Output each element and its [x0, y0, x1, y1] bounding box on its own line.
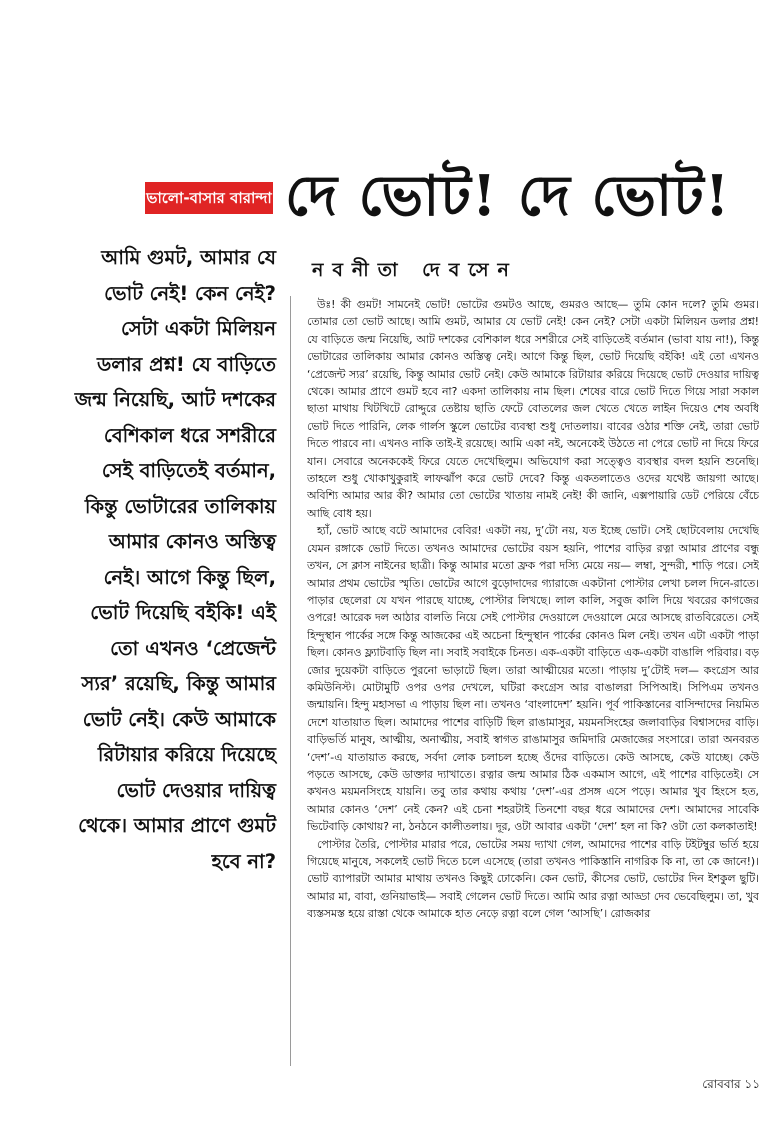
article-paragraph: উঃ! কী গুমট! সামনেই ভোট! ভোটের গুমটও আছে, গুমরও আছে— তুমি কোন দলে? তুমি গুমর। তোমার তো ভোট আছে। আমি গুমট, আমার যে ভোট নেই! কেন নেই? সেটা একটা মিলিয়ন ডলার প্রশ্ন! যে বাড়িতে জন্ম নিয়েছি, আট দশকের বেশিকাল ধরে সশরীরে সেই বাড়িতেই বর্তমান (ভাবা যায় না!), কিন্তু ভোটারের তালিকায় আমার কোনও অস্তিত্ব নেই। আগে কিন্তু ছিল, ভোট দিয়েছি বইকি! এই তো এখনও ‘প্রেজেন্ট স্যর’ রয়েছি, কিন্তু আমার ভোট নেই। কেউ আমাকে রিটায়ার করিয়ে দিয়েছে ভোট দেওয়ার দায়িত্ব থেকে। আমার প্রাণে গুমট হবে না? একদা তালিকায় নাম ছিল। শেষের বারে ভোট দিতে গিয়ে সারা সকাল ছাতা মাথায় খিটখিটে রোদ্দুরে তেষ্টায় ছাতি ফেটে বোতলের জল খেতে খেতে লাইন দিয়েও শেষ অবধি ভোট দিতে পারিনি, লেক গার্লস স্কুলে ভোটের ব্যবস্থা শুধু দোতলায়। বাবের ওঠার শক্তি নেই, তারা ভোট দিতে পারবে না। এখনও নাকি তাই-ই রয়েছে। আমি একা নই, অনেকেই উঠতে না পেরে ভোট না দিয়ে ফিরে যান। সেবারে অনেককেই ফিরে যেতে দেখেছিলুম। অভিযোগ করা সত্ত্বেও ব্যবস্থার বদল হয়নি শুনেছি। তাহলে শুধু খোকাখুকুরাই লাফঝাঁপ করে ভোট দেবে? কিন্তু একতলাতেও ওদের যথেষ্ট জায়গা আছে। অবিশ্যি আমার আর কী? আমার তো ভোটের খাতায় নামই নেই! কী জানি, এক্সপায়ারি ডেট পেরিয়ে বেঁচে আছি বোধ হয়। — [307, 298, 759, 520]
page-footer: রোববার ১১ — [702, 1077, 760, 1091]
article-paragraph: হ্যাঁ, ভোট আছে বটে আমাদের বেবির! একটা নয়, দু’টো নয়, যত ইচ্ছে ভোট। সেই ছোটবেলায় দেখেছি যেমন রঙ্গাকে ভোট দিতে। তখনও আমাদের ভোটের বয়স হয়নি, পাশের বাড়ির রত্না আমার প্রাণের বন্ধু তখন, সে ক্লাস নাইনের ছাত্রী। কিন্তু আমার মতো ফ্রক পরা দস্যি মেয়ে নয়— লম্বা, সুন্দরী, শাড়ি পরে। সেই আমার প্রথম ভোটের স্মৃতি। ভোটের আগে বুড়োদাদের গ্যারাজে একটানা পোস্টার লেখা চলল দিনে-রাতে। পাড়ার ছেলেরা যে যখন পারছে যাচ্ছে, পোস্টার লিখছে। লাল কালি, সবুজ কালি দিয়ে খবরের কাগজের ওপরে! আরেক দল আঠার বালতি নিয়ে সেই পোস্টার দেওয়ালে দেওয়ালে মেরে আসছে রাতবিরেতে। সেই হিন্দুস্থান পার্কের সঙ্গে কিন্তু আজকের এই অচেনা হিন্দুস্থান পার্কের কোনও মিল নেই। তখন এটা একটা পাড়া ছিল। কোনও ফ্ল্যাটবাড়ি ছিল না। সবাই সবাইকে চিনত। এক-একটা বাড়িতে এক-একটা বাঙালি পরিবার। বড় জোর দুয়েকটা বাড়িতে পুরনো ভাড়াটে ছিল। তারা আত্মীয়ের মতো। পাড়ায় দু’টোই দল— কংগ্রেস আর কমিউনিস্ট। মোটামুটি ওপর ওপর দেখলে, ঘটিরা কংগ্রেস আর বাঙালরা সিপিআই। সিপিএম তখনও জন্মায়নি। হিন্দু মহাসভা এ পাড়ায় ছিল না। তখনও ‘বাংলাদেশ’ হয়নি। পূর্ব পাকিস্তানের বাসিন্দাদের নিয়মিত দেশে যাতায়াত ছিল। আমাদের পাশের বাড়িটি ছিল রাঙামাসুর, ময়মনসিংহের জলাবাড়ির বিশ্বাসদের বাড়ি। বাড়িভর্তি মানুষ, আত্মীয়, অনাত্মীয়, সবাই স্বাগত রাঙামাসুর জমিদারি মেজাজের সংসারে। তারা অনবরত ‘দেশ’-এ যাতায়াত করছে, সর্বদা লোক চলাচল হচ্ছে ওঁদের বাড়িতে। কেউ আসছে, কেউ যাচ্ছে। কেউ পড়তে আসছে, কেউ ডাক্তার দ্যাখাতে। রত্নার জন্ম আমার ঠিক একমাস আগে, এই পাশের বাড়িতেই। সে কখনও ময়মনসিংহে যায়নি। তবু তার কথায় কথায় ‘দেশ’-এর প্রসঙ্গ এসে পড়ে। আমার খুব হিংসে হত, আমার কোনও ‘দেশ’ নেই কেন? এই চেনা শহরটাই তিনশো বছর ধরে আমাদের দেশ। আমাদের সাবেকি ভিটেবাড়ি কোথায়? না, ঠনঠনে কালীতলায়। দূর, ওটা আবার একটা ‘দেশ’ হল না কি? ওটা তো কলকাতাই! — [307, 524, 759, 834]
article-paragraph: পোস্টার তৈরি, পোস্টার মারার পরে, ভোটের সময় দ্যাখা গেল, আমাদের পাশের বাড়ি টইটম্বুর ভর্তি হয়ে গিয়েছে মানুষে, সকলেই ভোট দিতে চলে এসেছে (তারা তখনও পাকিস্তানি নাগরিক কি না, তা কে জানে!)। ভোট ব্যাপারটা আমার মাথায় তখনও কিছুই ঢোকেনি। কেন ভোট, কীসের ভোট, ভোটের দিন ইশকুল ছুটি। আমার মা, বাবা, গুনিয়াভাই— সবাই গেলেন ভোট দিতে। আমি আর রত্না আড্ডা দেব ভেবেছিলুম। তা, খুব ব্যস্তসমস্ত হয়ে রাস্তা থেকে আমাকে হাত নেড়ে রত্না বলে গেল ‘আসছি’। রোজকার — [307, 837, 759, 921]
article-headline: দে ভোট! দে ভোট! — [285, 163, 731, 229]
author-byline: নবনীতা দেবসেন — [312, 259, 518, 281]
section-badge: ভালো-বাসার বারান্দা — [145, 182, 273, 214]
pull-quote: আমি গুমট, আমার যে ভোট নেই! কেন নেই? সেটা একটা মিলিয়ন ডলার প্রশ্ন! যে বাড়িতে জন্ম নিয়েছি, আট দশকের বেশিকাল ধরে সশরীরে সেই বাড়িতেই বর্তমান, কিন্তু ভোটারের তালিকায় আমার কোনও অস্তিত্ব নেই। আগে কিন্তু ছিল, ভোট দিয়েছি বইকি! এই তো এখনও ‘প্রেজেন্ট স্যর’ রয়েছি, কিন্তু আমার ভোট নেই। কেউ আমাকে রিটায়ার করিয়ে দিয়েছে ভোট দেওয়ার দায়িত্ব থেকে। আমার প্রাণে গুমট হবে না? — [74, 246, 276, 873]
column-divider — [290, 296, 291, 1066]
article-body — [307, 296, 759, 1066]
